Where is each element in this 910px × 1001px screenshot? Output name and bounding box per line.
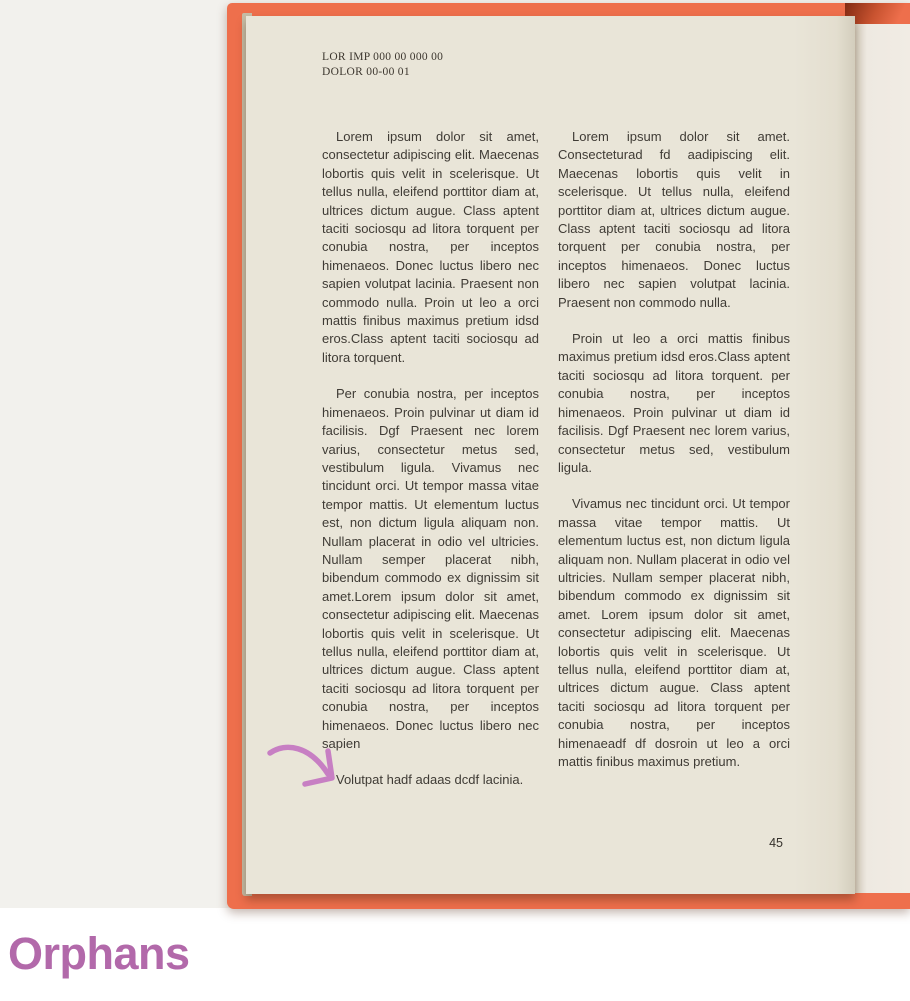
- running-header: [322, 50, 443, 80]
- text-columns: [322, 128, 790, 790]
- body-paragraph: Lorem ipsum dolor sit amet, consectetur adipiscing elit. Maecenas lobortis quis velit in scelerisque. Ut tellus nulla, eleifend porttitor diam at, ultrices dictum augue. Class aptent taciti sociosqu ad litora torquent per conubia nostra, per inceptos himenaeos. Donec luctus libero nec sapien volutpat lacinia. Praesent non commodo nulla. Proin ut leo a orci mattis finibus maximus pretium idsd eros.Class aptent taciti sociosqu ad litora torquent.: [322, 129, 539, 365]
- body-paragraph: Vivamus nec tincidunt orci. Ut tempor massa vitae tempor mattis. Ut elementum luctus est, non dictum ligula aliquam non. Nullam placerat in odio vel ultricies. Nullam semper placerat nibh, bibendum commodo ex dignissim sit amet. Lorem ipsum dolor sit amet, consectetur adipiscing elit. Maecenas lobortis quis velit in scelerisque. Ut tellus nulla, eleifend porttitor diam at, ultrices dictum augue. Class aptent taciti sociosqu ad litora torquent per conubia nostra, per inceptos himenaeadf df dosroin ut leo a orci mattis finibus maximus pretium.: [558, 496, 790, 769]
- page-number: 45: [769, 836, 783, 850]
- right-page-edge: [855, 24, 910, 893]
- left-page: [246, 16, 855, 894]
- orphan-arrow-curve: [270, 747, 328, 774]
- running-header-line1: LOR IMP 000 00 000 00: [322, 51, 444, 63]
- text-column-2: [558, 128, 790, 790]
- orphan-arrow-icon: [250, 740, 346, 800]
- caption-title: Orphans: [8, 928, 190, 979]
- body-paragraph: Per conubia nostra, per inceptos himenaeos. Proin pulvinar ut diam id facilisis. Dgf Praesent nec lorem varius, consectetur metus sed, vestibulum ligula. Vivamus nec tincidunt orci. Ut tempor massa vitae tempor mattis. Ut elementum luctus est, non dictum ligula aliquam non. Nullam placerat in odio vel ultricies. Nullam semper placerat nibh, bibendum commodo ex dignissim sit amet.Lorem ipsum dolor sit amet, consectetur adipiscing elit. Maecenas lobortis quis velit in scelerisque. Ut tellus nulla, eleifend porttitor diam at, ultrices dictum augue. Class aptent taciti sociosqu ad litora torquent per conubia nostra, per inceptos himenaeos. Donec luctus libero nec sapien: [322, 386, 539, 751]
- orphan-line: Volutpat hadf adaas dcdf lacinia.: [336, 772, 524, 788]
- text-column-1: [322, 128, 539, 790]
- running-header-line2: DOLOR 00-00 01: [322, 66, 410, 78]
- body-paragraph: Proin ut leo a orci mattis finibus maximus pretium idsd eros.Class aptent taciti sociosqu ad litora torquent. per conubia nostra, per inceptos himenaeos. Proin pulvinar ut diam id facilisis. Dgf Praesent nec lorem varius, consectetur metus sed, vestibulum ligula.: [558, 331, 790, 475]
- body-paragraph: Lorem ipsum dolor sit amet. Consecteturad fd aadipiscing elit. Maecenas lobortis quis velit in scelerisque. Ut tellus nulla, eleifend porttitor diam at, ultrices dictum augue. Class aptent taciti sociosqu ad litora torquent per conubia nostra, per inceptos himenaeos. Donec luctus libero nec sapien volutpat lacinia. Praesent non commodo nulla.: [558, 129, 790, 310]
